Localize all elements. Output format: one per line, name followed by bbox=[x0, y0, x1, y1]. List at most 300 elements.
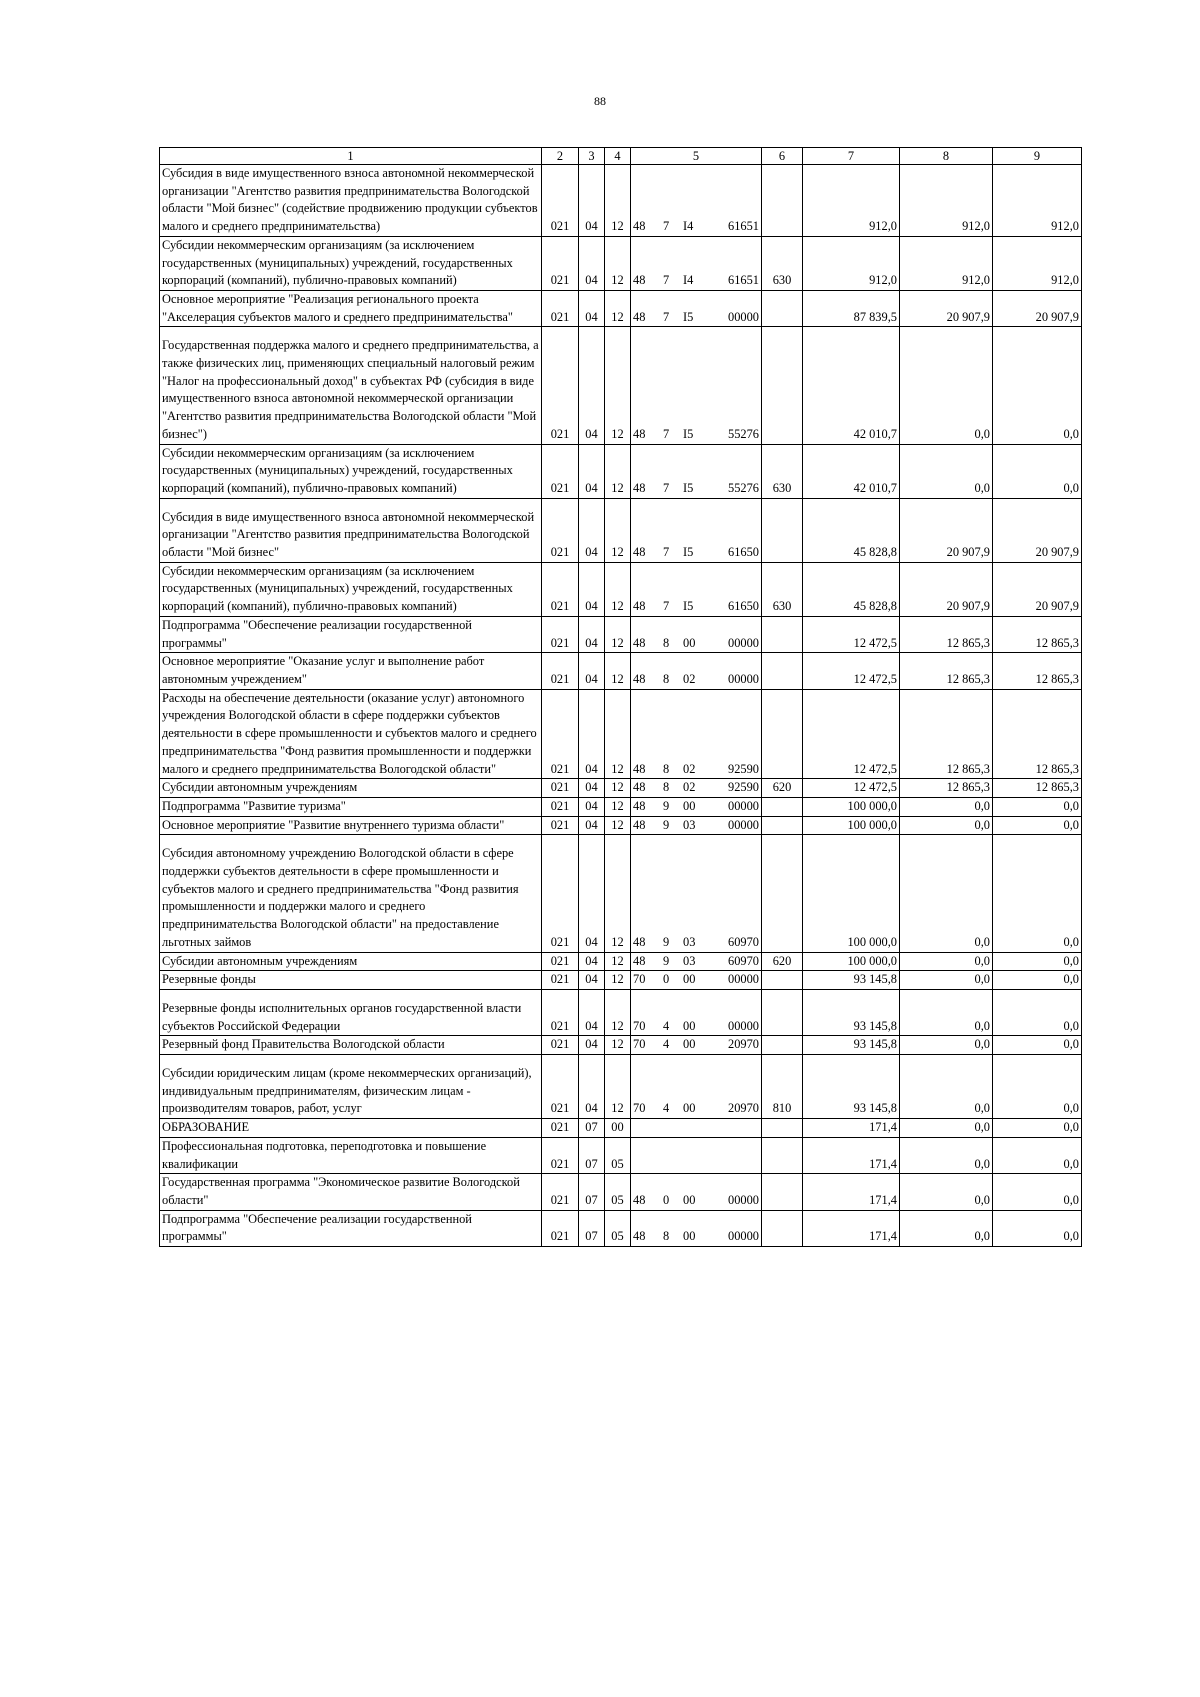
table-row bbox=[160, 835, 1082, 952]
target-article-cell bbox=[631, 290, 762, 326]
amount-cell-c7: 45 828,8 bbox=[803, 498, 900, 562]
code-cell-c4: 12 bbox=[605, 779, 631, 798]
code-cell-c3: 04 bbox=[579, 1036, 605, 1055]
target-article-part: 00 bbox=[683, 1192, 696, 1207]
table-row bbox=[160, 779, 1082, 798]
code-cell-c3: 04 bbox=[579, 779, 605, 798]
page-number: 88 bbox=[594, 94, 606, 108]
target-article-part: 70 bbox=[633, 1018, 646, 1033]
row-name-text: Подпрограмма "Обеспечение реализации государственной программы" bbox=[162, 617, 472, 650]
row-name-text: Основное мероприятие "Развитие внутреннего туризма области" bbox=[162, 817, 505, 832]
amount-cell-c8: 0,0 bbox=[900, 1036, 993, 1055]
expense-type-cell: 630 bbox=[762, 562, 803, 616]
row-name-text: Субсидии юридическим лицам (кроме некоммерческих организаций), индивидуальным предпринимателям, физическим лицам - производителям товаров, работ, услуг bbox=[162, 1066, 532, 1116]
target-article-cell bbox=[631, 616, 762, 652]
target-article-part: 61651 bbox=[728, 219, 759, 234]
code-cell-c4: 05 bbox=[605, 1137, 631, 1173]
expense-type-cell bbox=[762, 165, 803, 237]
row-name-text: Подпрограмма "Обеспечение реализации государственной программы" bbox=[162, 1211, 472, 1244]
code-cell-c3: 04 bbox=[579, 653, 605, 689]
target-article-cell bbox=[631, 444, 762, 498]
target-article-cell bbox=[631, 1210, 762, 1246]
target-article-part: 7 bbox=[663, 273, 670, 288]
code-cell-c2: 021 bbox=[542, 989, 579, 1035]
column-header-1: 1 bbox=[160, 148, 542, 165]
row-name-text: Субсидия в виде имущественного взноса автономной некоммерческой организации "Агентство развития предпринимательства Вологодской области "Мой бизнес" (содействие продвижению продукции субъектов малого и среднего предпринимательства) bbox=[162, 166, 538, 234]
code-cell-c4: 12 bbox=[605, 236, 631, 290]
target-article-part: 48 bbox=[633, 953, 646, 968]
code-cell-c2: 021 bbox=[542, 616, 579, 652]
amount-cell-c9: 20 907,9 bbox=[993, 498, 1082, 562]
row-name-cell bbox=[160, 498, 542, 562]
code-cell-c2: 021 bbox=[542, 971, 579, 990]
row-name-cell bbox=[160, 779, 542, 798]
target-article-part: 4 bbox=[663, 1018, 670, 1033]
code-cell-c3: 04 bbox=[579, 444, 605, 498]
row-name-cell bbox=[160, 444, 542, 498]
amount-cell-c9: 12 865,3 bbox=[993, 616, 1082, 652]
target-article-part: 48 bbox=[633, 780, 646, 795]
target-article-part: 48 bbox=[633, 309, 646, 324]
table-row bbox=[160, 236, 1082, 290]
expense-type-cell bbox=[762, 1210, 803, 1246]
amount-cell-c7: 912,0 bbox=[803, 165, 900, 237]
table-row bbox=[160, 165, 1082, 237]
table-row bbox=[160, 1210, 1082, 1246]
column-header-7: 7 bbox=[803, 148, 900, 165]
target-article-part: 8 bbox=[663, 671, 670, 686]
target-article-part: 4 bbox=[663, 1037, 670, 1052]
target-article-part: 00 bbox=[683, 1018, 696, 1033]
table-row bbox=[160, 616, 1082, 652]
amount-cell-c9: 0,0 bbox=[993, 327, 1082, 444]
amount-cell-c7: 100 000,0 bbox=[803, 952, 900, 971]
row-name-text: ОБРАЗОВАНИЕ bbox=[162, 1120, 250, 1135]
code-cell-c4: 12 bbox=[605, 835, 631, 952]
target-article-part: 02 bbox=[683, 780, 696, 795]
expense-type-cell: 620 bbox=[762, 779, 803, 798]
code-cell-c4: 12 bbox=[605, 797, 631, 816]
target-article-cell bbox=[631, 236, 762, 290]
code-cell-c3: 04 bbox=[579, 327, 605, 444]
code-cell-c3: 04 bbox=[579, 989, 605, 1035]
amount-cell-c8: 0,0 bbox=[900, 327, 993, 444]
target-article-part: 48 bbox=[633, 761, 646, 776]
target-article-cell bbox=[631, 952, 762, 971]
row-name-cell bbox=[160, 835, 542, 952]
amount-cell-c8: 12 865,3 bbox=[900, 616, 993, 652]
row-name-text: Подпрограмма "Развитие туризма" bbox=[162, 798, 346, 813]
target-article-part: I4 bbox=[683, 219, 694, 234]
target-article-cell bbox=[631, 498, 762, 562]
target-article-part: I5 bbox=[683, 599, 694, 614]
target-article-part: I5 bbox=[683, 480, 694, 495]
target-article-part: 48 bbox=[633, 219, 646, 234]
row-name-cell bbox=[160, 816, 542, 835]
target-article-cell bbox=[631, 835, 762, 952]
target-article-part: 60970 bbox=[728, 953, 759, 968]
code-cell-c2: 021 bbox=[542, 779, 579, 798]
code-cell-c3: 04 bbox=[579, 835, 605, 952]
target-article-cell bbox=[631, 1119, 762, 1138]
target-article-part: I5 bbox=[683, 309, 694, 324]
amount-cell-c7: 12 472,5 bbox=[803, 616, 900, 652]
target-article-part: 9 bbox=[663, 934, 670, 949]
code-cell-c4: 00 bbox=[605, 1119, 631, 1138]
code-cell-c3: 04 bbox=[579, 1055, 605, 1119]
code-cell-c2: 021 bbox=[542, 1174, 579, 1210]
amount-cell-c9: 0,0 bbox=[993, 1119, 1082, 1138]
row-name-cell bbox=[160, 1055, 542, 1119]
amount-cell-c8: 12 865,3 bbox=[900, 653, 993, 689]
table-row bbox=[160, 1055, 1082, 1119]
code-cell-c4: 12 bbox=[605, 1055, 631, 1119]
amount-cell-c8: 0,0 bbox=[900, 797, 993, 816]
code-cell-c3: 04 bbox=[579, 562, 605, 616]
amount-cell-c7: 93 145,8 bbox=[803, 971, 900, 990]
row-name-cell bbox=[160, 616, 542, 652]
expense-type-cell bbox=[762, 653, 803, 689]
table-row bbox=[160, 444, 1082, 498]
target-article-part: 61650 bbox=[728, 599, 759, 614]
amount-cell-c8: 912,0 bbox=[900, 165, 993, 237]
code-cell-c2: 021 bbox=[542, 165, 579, 237]
expense-type-cell bbox=[762, 1036, 803, 1055]
code-cell-c2: 021 bbox=[542, 1210, 579, 1246]
target-article-cell bbox=[631, 971, 762, 990]
target-article-part: 00000 bbox=[728, 1018, 759, 1033]
target-article-part: 00 bbox=[683, 1229, 696, 1244]
amount-cell-c9: 0,0 bbox=[993, 1210, 1082, 1246]
code-cell-c2: 021 bbox=[542, 653, 579, 689]
code-cell-c2: 021 bbox=[542, 1119, 579, 1138]
expense-type-cell bbox=[762, 971, 803, 990]
target-article-part: 48 bbox=[633, 817, 646, 832]
amount-cell-c9: 0,0 bbox=[993, 816, 1082, 835]
target-article-part: 00000 bbox=[728, 1192, 759, 1207]
target-article-cell bbox=[631, 816, 762, 835]
code-cell-c2: 021 bbox=[542, 1055, 579, 1119]
amount-cell-c8: 20 907,9 bbox=[900, 562, 993, 616]
amount-cell-c9: 12 865,3 bbox=[993, 689, 1082, 779]
code-cell-c4: 12 bbox=[605, 498, 631, 562]
target-article-part: 48 bbox=[633, 671, 646, 686]
target-article-part: 48 bbox=[633, 545, 646, 560]
target-article-part: 00 bbox=[683, 972, 696, 987]
amount-cell-c7: 171,4 bbox=[803, 1137, 900, 1173]
amount-cell-c8: 0,0 bbox=[900, 444, 993, 498]
row-name-text: Резервный фонд Правительства Вологодской области bbox=[162, 1037, 445, 1052]
row-name-cell bbox=[160, 1137, 542, 1173]
table-body bbox=[160, 165, 1082, 1247]
row-name-cell bbox=[160, 236, 542, 290]
code-cell-c3: 07 bbox=[579, 1174, 605, 1210]
amount-cell-c7: 171,4 bbox=[803, 1174, 900, 1210]
code-cell-c4: 12 bbox=[605, 971, 631, 990]
row-name-cell bbox=[160, 797, 542, 816]
code-cell-c3: 07 bbox=[579, 1137, 605, 1173]
code-cell-c4: 12 bbox=[605, 562, 631, 616]
target-article-part: 48 bbox=[633, 798, 646, 813]
expense-type-cell: 810 bbox=[762, 1055, 803, 1119]
code-cell-c2: 021 bbox=[542, 952, 579, 971]
amount-cell-c7: 42 010,7 bbox=[803, 327, 900, 444]
code-cell-c4: 12 bbox=[605, 653, 631, 689]
amount-cell-c8: 0,0 bbox=[900, 989, 993, 1035]
code-cell-c4: 12 bbox=[605, 1036, 631, 1055]
target-article-cell bbox=[631, 653, 762, 689]
target-article-cell bbox=[631, 327, 762, 444]
row-name-text: Субсидия в виде имущественного взноса автономной некоммерческой организации "Агентство развития предпринимательства Вологодской области "Мой бизнес" bbox=[162, 509, 535, 560]
code-cell-c2: 021 bbox=[542, 236, 579, 290]
table-row bbox=[160, 689, 1082, 779]
target-article-part: I5 bbox=[683, 426, 694, 441]
table-row bbox=[160, 1119, 1082, 1138]
target-article-part: 8 bbox=[663, 635, 670, 650]
amount-cell-c8: 0,0 bbox=[900, 1210, 993, 1246]
expense-type-cell bbox=[762, 498, 803, 562]
target-article-part: 7 bbox=[663, 309, 670, 324]
target-article-part: 00000 bbox=[728, 972, 759, 987]
amount-cell-c9: 912,0 bbox=[993, 236, 1082, 290]
code-cell-c4: 05 bbox=[605, 1174, 631, 1210]
target-article-cell bbox=[631, 1137, 762, 1173]
code-cell-c4: 12 bbox=[605, 689, 631, 779]
expense-type-cell bbox=[762, 989, 803, 1035]
row-name-cell bbox=[160, 689, 542, 779]
target-article-part: 70 bbox=[633, 972, 646, 987]
target-article-part: 00000 bbox=[728, 1229, 759, 1244]
target-article-part: 00 bbox=[683, 635, 696, 650]
target-article-part: 9 bbox=[663, 798, 670, 813]
expense-type-cell bbox=[762, 816, 803, 835]
code-cell-c2: 021 bbox=[542, 498, 579, 562]
column-header-3: 3 bbox=[579, 148, 605, 165]
code-cell-c2: 021 bbox=[542, 835, 579, 952]
target-article-part: 70 bbox=[633, 1101, 646, 1116]
code-cell-c2: 021 bbox=[542, 816, 579, 835]
target-article-cell bbox=[631, 797, 762, 816]
table-row bbox=[160, 1036, 1082, 1055]
expense-type-cell bbox=[762, 290, 803, 326]
amount-cell-c7: 912,0 bbox=[803, 236, 900, 290]
target-article-part: 03 bbox=[683, 817, 696, 832]
target-article-part: 48 bbox=[633, 599, 646, 614]
expense-type-cell: 620 bbox=[762, 952, 803, 971]
row-name-text: Государственная поддержка малого и среднего предпринимательства, а также физических лиц, применяющих специальный налоговый режим "Налог на профессиональный доход" в субъектах РФ (субсидия в виде имущественного взноса автономной некоммерческой организации "Агентство развития предпринимательства Вологодской области "Мой бизнес") bbox=[162, 338, 539, 441]
amount-cell-c7: 100 000,0 bbox=[803, 816, 900, 835]
target-article-part: 00000 bbox=[728, 309, 759, 324]
amount-cell-c7: 100 000,0 bbox=[803, 835, 900, 952]
row-name-text: Резервные фонды исполнительных органов государственной власти субъектов Российской Федерации bbox=[162, 1000, 522, 1033]
code-cell-c2: 021 bbox=[542, 290, 579, 326]
row-name-cell bbox=[160, 327, 542, 444]
budget-table bbox=[159, 147, 1082, 1247]
target-article-part: 9 bbox=[663, 817, 670, 832]
code-cell-c4: 12 bbox=[605, 616, 631, 652]
row-name-cell bbox=[160, 562, 542, 616]
amount-cell-c9: 0,0 bbox=[993, 989, 1082, 1035]
amount-cell-c8: 0,0 bbox=[900, 952, 993, 971]
table-row bbox=[160, 327, 1082, 444]
expense-type-cell bbox=[762, 1137, 803, 1173]
code-cell-c2: 021 bbox=[542, 327, 579, 444]
amount-cell-c8: 0,0 bbox=[900, 816, 993, 835]
target-article-part: 00 bbox=[683, 1037, 696, 1052]
code-cell-c3: 04 bbox=[579, 971, 605, 990]
amount-cell-c7: 12 472,5 bbox=[803, 653, 900, 689]
amount-cell-c8: 12 865,3 bbox=[900, 689, 993, 779]
code-cell-c4: 12 bbox=[605, 290, 631, 326]
target-article-part: 00 bbox=[683, 1101, 696, 1116]
code-cell-c4: 12 bbox=[605, 989, 631, 1035]
target-article-cell bbox=[631, 1036, 762, 1055]
amount-cell-c9: 0,0 bbox=[993, 1137, 1082, 1173]
target-article-part: 92590 bbox=[728, 780, 759, 795]
expense-type-cell bbox=[762, 689, 803, 779]
table-row bbox=[160, 1137, 1082, 1173]
target-article-part: 7 bbox=[663, 219, 670, 234]
amount-cell-c8: 0,0 bbox=[900, 1055, 993, 1119]
target-article-part: 70 bbox=[633, 1037, 646, 1052]
amount-cell-c8: 20 907,9 bbox=[900, 498, 993, 562]
target-article-part: 60970 bbox=[728, 934, 759, 949]
expense-type-cell bbox=[762, 616, 803, 652]
target-article-part: 03 bbox=[683, 953, 696, 968]
target-article-part: 0 bbox=[663, 972, 670, 987]
row-name-text: Субсидии автономным учреждениям bbox=[162, 953, 358, 968]
target-article-part: 03 bbox=[683, 934, 696, 949]
table-row bbox=[160, 498, 1082, 562]
row-name-cell bbox=[160, 1036, 542, 1055]
amount-cell-c7: 87 839,5 bbox=[803, 290, 900, 326]
amount-cell-c7: 171,4 bbox=[803, 1210, 900, 1246]
expense-type-cell bbox=[762, 797, 803, 816]
amount-cell-c8: 0,0 bbox=[900, 971, 993, 990]
code-cell-c2: 021 bbox=[542, 1036, 579, 1055]
table-row bbox=[160, 1174, 1082, 1210]
amount-cell-c8: 0,0 bbox=[900, 1119, 993, 1138]
target-article-part: 48 bbox=[633, 426, 646, 441]
amount-cell-c9: 0,0 bbox=[993, 952, 1082, 971]
code-cell-c4: 05 bbox=[605, 1210, 631, 1246]
target-article-part: 7 bbox=[663, 480, 670, 495]
row-name-text: Расходы на обеспечение деятельности (оказание услуг) автономного учреждения Вологодской области в сфере поддержки субъектов деятельности в сфере промышленности и субъектов малого и среднего предпринимательства "Фонд развития промышленности и поддержки малого и среднего предпринимательства Вологодской области" bbox=[162, 690, 537, 776]
amount-cell-c8: 12 865,3 bbox=[900, 779, 993, 798]
target-article-cell bbox=[631, 1174, 762, 1210]
row-name-text: Резервные фонды bbox=[162, 972, 256, 987]
expense-type-cell bbox=[762, 1174, 803, 1210]
amount-cell-c8: 20 907,9 bbox=[900, 290, 993, 326]
amount-cell-c7: 93 145,8 bbox=[803, 1036, 900, 1055]
row-name-text: Субсидии автономным учреждениям bbox=[162, 780, 358, 795]
target-article-part: 48 bbox=[633, 1192, 646, 1207]
expense-type-cell bbox=[762, 835, 803, 952]
target-article-part: 02 bbox=[683, 671, 696, 686]
code-cell-c4: 12 bbox=[605, 327, 631, 444]
target-article-part: 48 bbox=[633, 934, 646, 949]
code-cell-c3: 04 bbox=[579, 689, 605, 779]
target-article-part: 61651 bbox=[728, 273, 759, 288]
code-cell-c3: 04 bbox=[579, 616, 605, 652]
table-row bbox=[160, 797, 1082, 816]
amount-cell-c9: 0,0 bbox=[993, 835, 1082, 952]
amount-cell-c9: 12 865,3 bbox=[993, 653, 1082, 689]
amount-cell-c9: 0,0 bbox=[993, 1036, 1082, 1055]
code-cell-c4: 12 bbox=[605, 165, 631, 237]
target-article-part: 7 bbox=[663, 599, 670, 614]
amount-cell-c9: 0,0 bbox=[993, 797, 1082, 816]
code-cell-c2: 021 bbox=[542, 797, 579, 816]
target-article-part: 61650 bbox=[728, 545, 759, 560]
target-article-cell bbox=[631, 989, 762, 1035]
code-cell-c3: 07 bbox=[579, 1210, 605, 1246]
code-cell-c2: 021 bbox=[542, 444, 579, 498]
target-article-part: 7 bbox=[663, 426, 670, 441]
target-article-part: 00000 bbox=[728, 817, 759, 832]
amount-cell-c7: 93 145,8 bbox=[803, 1055, 900, 1119]
amount-cell-c7: 93 145,8 bbox=[803, 989, 900, 1035]
target-article-part: 8 bbox=[663, 780, 670, 795]
code-cell-c3: 04 bbox=[579, 952, 605, 971]
target-article-part: 48 bbox=[633, 480, 646, 495]
code-cell-c4: 12 bbox=[605, 816, 631, 835]
target-article-part: 20970 bbox=[728, 1037, 759, 1052]
row-name-text: Субсидии некоммерческим организациям (за исключением государственных (муниципальных) учреждений, государственных корпораций (компаний), публично-правовых компаний) bbox=[162, 237, 513, 288]
target-article-part: I5 bbox=[683, 545, 694, 560]
table-row bbox=[160, 952, 1082, 971]
table-row bbox=[160, 816, 1082, 835]
table-row bbox=[160, 290, 1082, 326]
amount-cell-c9: 12 865,3 bbox=[993, 779, 1082, 798]
target-article-part: 00 bbox=[683, 798, 696, 813]
amount-cell-c7: 45 828,8 bbox=[803, 562, 900, 616]
target-article-part: 55276 bbox=[728, 426, 759, 441]
row-name-text: Основное мероприятие "Реализация регионального проекта "Акселерация субъектов малого и среднего предпринимательства" bbox=[162, 291, 513, 324]
code-cell-c3: 04 bbox=[579, 290, 605, 326]
header-row bbox=[160, 148, 1082, 165]
target-article-part: 9 bbox=[663, 953, 670, 968]
row-name-cell bbox=[160, 653, 542, 689]
amount-cell-c8: 0,0 bbox=[900, 835, 993, 952]
target-article-part: 48 bbox=[633, 1229, 646, 1244]
row-name-cell bbox=[160, 971, 542, 990]
target-article-part: 02 bbox=[683, 761, 696, 776]
row-name-cell bbox=[160, 1210, 542, 1246]
row-name-text: Государственная программа "Экономическое развитие Вологодской области" bbox=[162, 1175, 520, 1207]
row-name-text: Субсидия автономному учреждению Вологодской области в сфере поддержки субъектов деятельности в сфере промышленности и субъектов малого и среднего предпринимательства "Фонд развития промышленности и поддержки малого и среднего предпринимательства Вологодской области" на предоставление льготных займов bbox=[162, 846, 519, 949]
row-name-text: Профессиональная подготовка, переподготовка и повышение квалификации bbox=[162, 1138, 487, 1171]
column-header-8: 8 bbox=[900, 148, 993, 165]
target-article-cell bbox=[631, 689, 762, 779]
target-article-cell bbox=[631, 165, 762, 237]
code-cell-c2: 021 bbox=[542, 562, 579, 616]
row-name-text: Субсидии некоммерческим организациям (за исключением государственных (муниципальных) учреждений, государственных корпораций (компаний), публично-правовых компаний) bbox=[162, 563, 513, 614]
target-article-part: 7 bbox=[663, 545, 670, 560]
expense-type-cell bbox=[762, 327, 803, 444]
amount-cell-c9: 0,0 bbox=[993, 1055, 1082, 1119]
target-article-part: 8 bbox=[663, 1229, 670, 1244]
code-cell-c3: 04 bbox=[579, 797, 605, 816]
code-cell-c4: 12 bbox=[605, 444, 631, 498]
target-article-part: 8 bbox=[663, 761, 670, 776]
code-cell-c3: 07 bbox=[579, 1119, 605, 1138]
target-article-part: 00000 bbox=[728, 798, 759, 813]
amount-cell-c8: 0,0 bbox=[900, 1137, 993, 1173]
table-row bbox=[160, 562, 1082, 616]
code-cell-c3: 04 bbox=[579, 816, 605, 835]
target-article-part: 48 bbox=[633, 635, 646, 650]
